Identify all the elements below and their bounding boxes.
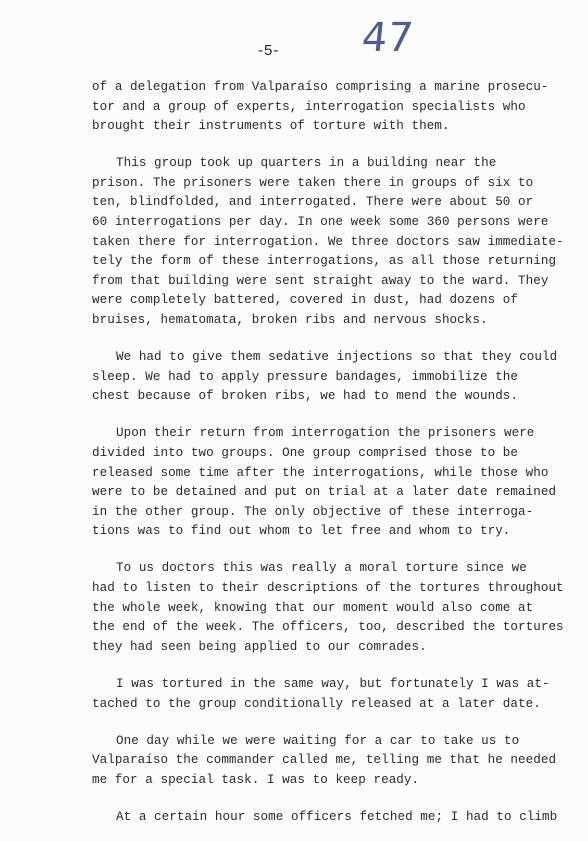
paragraph: [92, 808, 558, 828]
paragraph-gap: [92, 331, 552, 349]
text-line: from that building were sent straight away to the ward. They: [92, 273, 549, 288]
text-line: in the other group. The only objective of these interroga-: [92, 504, 534, 519]
text-line: released some time after the interrogations, while those who: [92, 465, 549, 480]
text-line: were completely battered, covered in dust, had dozens of: [92, 293, 519, 308]
text-line: We had to give them sedative injections so that they could: [116, 350, 558, 365]
text-line: At a certain hour some officers fetched me; I had to climb: [116, 809, 558, 824]
paragraph: [92, 78, 552, 137]
paragraph: [92, 732, 557, 791]
paragraph-gap: [92, 714, 552, 732]
paragraph-gap: [92, 407, 552, 425]
paragraph-gap: [92, 790, 552, 808]
paragraph: [92, 348, 558, 407]
text-line: tions was to find out whom to let free and whom to try.: [92, 524, 511, 539]
paragraph: [92, 675, 552, 714]
text-line: they had seen being applied to our comrades.: [92, 639, 427, 654]
text-line: taken there for interrogation. We three doctors saw immediate-: [92, 234, 564, 249]
handwritten-folio-number: 47: [359, 15, 416, 61]
text-line: Valparaíso the commander called me, telling me that he needed: [92, 753, 557, 768]
text-line: To us doctors this was really a moral torture since we: [116, 561, 527, 576]
text-line: I was tortured in the same way, but fortunately I was at-: [116, 676, 550, 691]
text-line: chest because of broken ribs, we had to mend the wounds.: [92, 389, 519, 404]
text-line: sleep. We had to apply pressure bandages, immobilize the: [92, 369, 519, 384]
text-line: divided into two groups. One group comprised those to be: [92, 446, 519, 460]
paragraph: [92, 154, 564, 330]
text-line: were to be detained and put on trial at a later date remained: [92, 485, 557, 500]
text-line: tely the form of these interrogations, as all those returning: [92, 254, 557, 269]
paragraph: [92, 559, 564, 657]
text-line: 60 interrogations per day. In one week some 360 persons were: [92, 215, 549, 230]
text-line: the whole week, knowing that our moment would also come at: [92, 600, 534, 615]
paragraph-gap: [92, 657, 552, 675]
document-body: [92, 78, 564, 828]
text-line: of a delegation from Valparaíso comprising a marine prosecu-: [92, 80, 549, 94]
paragraph-gap: [92, 542, 552, 560]
paragraph: [92, 424, 557, 542]
text-line: This group took up quarters in a building near the: [116, 156, 497, 171]
text-line: brought their instruments of torture with them.: [92, 119, 450, 134]
paragraph-gap: [92, 137, 552, 155]
text-line: prison. The prisoners were taken there in groups of six to: [92, 175, 534, 190]
text-line: Upon their return from interrogation the prisoners were: [116, 426, 535, 441]
text-line: bruises, hematomata, broken ribs and nervous shocks.: [92, 313, 488, 328]
text-line: the end of the week. The officers, too, described the tortures: [92, 620, 564, 635]
page-number-mark: -5-: [258, 42, 280, 59]
text-line: me for a special task. I was to keep ready.: [92, 772, 420, 787]
text-line: ten, blindfolded, and interrogated. There were about 50 or: [92, 195, 534, 210]
text-line: One day while we were waiting for a car to take us to: [116, 733, 520, 748]
text-line: tached to the group conditionally released at a later date.: [92, 696, 541, 711]
text-line: tor and a group of experts, interrogation specialists who: [92, 99, 526, 114]
text-line: had to listen to their descriptions of the tortures throughout: [92, 581, 564, 596]
